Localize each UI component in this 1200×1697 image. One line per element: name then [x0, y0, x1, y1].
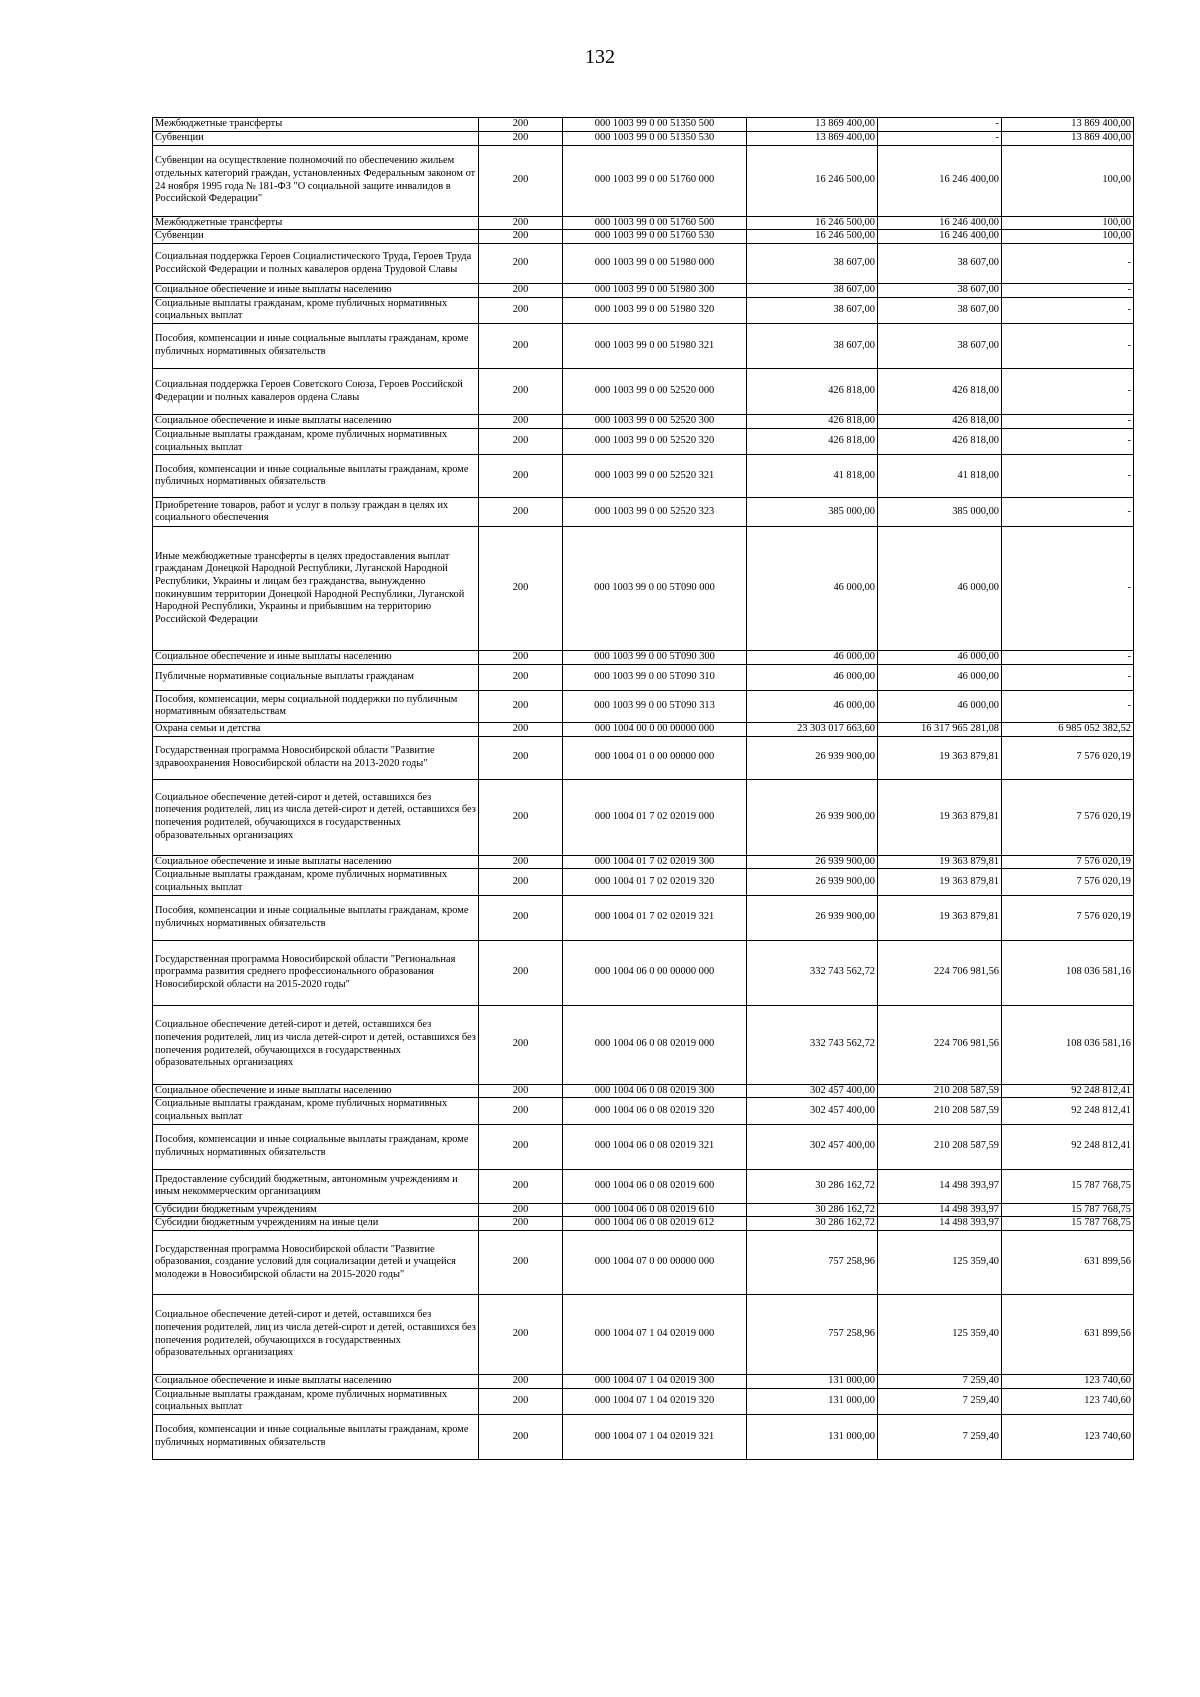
budget-classification-code-cell: 000 1003 99 0 00 52520 000	[563, 369, 747, 415]
budget-classification-code-cell: 000 1003 99 0 00 5Т090 310	[563, 664, 747, 690]
table-row	[153, 1124, 1134, 1169]
expense-name-cell: Субвенции	[153, 131, 479, 145]
executed-amount-cell: 46 000,00	[878, 651, 1002, 665]
unexecuted-amount-cell: -	[1002, 690, 1134, 722]
line-code-cell: 200	[479, 1203, 563, 1217]
table-row	[153, 1203, 1134, 1217]
unexecuted-amount-cell: -	[1002, 527, 1134, 651]
unexecuted-amount-cell: 7 576 020,19	[1002, 779, 1134, 855]
unexecuted-amount-cell: 15 787 768,75	[1002, 1217, 1134, 1231]
line-code-cell: 200	[479, 664, 563, 690]
approved-amount-cell: 16 246 500,00	[747, 216, 878, 230]
budget-classification-code-cell: 000 1004 07 0 00 00000 000	[563, 1231, 747, 1295]
budget-classification-code-cell: 000 1003 99 0 00 5Т090 000	[563, 527, 747, 651]
table-row	[153, 244, 1134, 284]
budget-classification-code-cell: 000 1004 07 1 04 02019 320	[563, 1388, 747, 1414]
line-code-cell: 200	[479, 722, 563, 736]
unexecuted-amount-cell: 631 899,56	[1002, 1231, 1134, 1295]
budget-classification-code-cell: 000 1004 07 1 04 02019 300	[563, 1375, 747, 1389]
table-row	[153, 1415, 1134, 1460]
table-row	[153, 869, 1134, 895]
line-code-cell: 200	[479, 131, 563, 145]
unexecuted-amount-cell: -	[1002, 284, 1134, 298]
page-number: 132	[585, 46, 615, 68]
unexecuted-amount-cell: 15 787 768,75	[1002, 1169, 1134, 1203]
line-code-cell: 200	[479, 1415, 563, 1460]
approved-amount-cell: 131 000,00	[747, 1375, 878, 1389]
expense-name-cell: Субвенции на осуществление полномочий по обеспечению жильем отдельных категорий граждан, установленных Федеральным законом от 24 ноября 1995 года № 181-ФЗ "О социальной защите инвалидов в Российской Федерации"	[153, 145, 479, 216]
unexecuted-amount-cell: 92 248 812,41	[1002, 1098, 1134, 1124]
budget-classification-code-cell: 000 1003 99 0 00 51760 000	[563, 145, 747, 216]
executed-amount-cell: 7 259,40	[878, 1415, 1002, 1460]
line-code-cell: 200	[479, 1098, 563, 1124]
unexecuted-amount-cell: 13 869 400,00	[1002, 118, 1134, 132]
table-row	[153, 369, 1134, 415]
executed-amount-cell: 210 208 587,59	[878, 1124, 1002, 1169]
approved-amount-cell: 46 000,00	[747, 651, 878, 665]
unexecuted-amount-cell: -	[1002, 244, 1134, 284]
unexecuted-amount-cell: 108 036 581,16	[1002, 940, 1134, 1005]
expense-name-cell: Субсидии бюджетным учреждениям на иные цели	[153, 1217, 479, 1231]
line-code-cell: 200	[479, 498, 563, 527]
line-code-cell: 200	[479, 1217, 563, 1231]
line-code-cell: 200	[479, 1388, 563, 1414]
expense-name-cell: Пособия, компенсации и иные социальные выплаты гражданам, кроме публичных нормативных обязательств	[153, 895, 479, 940]
line-code-cell: 200	[479, 216, 563, 230]
approved-amount-cell: 426 818,00	[747, 428, 878, 454]
table-row	[153, 1375, 1134, 1389]
budget-classification-code-cell: 000 1004 06 0 00 00000 000	[563, 940, 747, 1005]
unexecuted-amount-cell: 7 576 020,19	[1002, 895, 1134, 940]
executed-amount-cell: 7 259,40	[878, 1375, 1002, 1389]
table-row	[153, 527, 1134, 651]
unexecuted-amount-cell: -	[1002, 428, 1134, 454]
unexecuted-amount-cell: 123 740,60	[1002, 1415, 1134, 1460]
expense-name-cell: Пособия, компенсации и иные социальные выплаты гражданам, кроме публичных нормативных обязательств	[153, 1415, 479, 1460]
budget-classification-code-cell: 000 1004 07 1 04 02019 000	[563, 1295, 747, 1375]
expense-name-cell: Предоставление субсидий бюджетным, автономным учреждениям и иным некоммерческим организациям	[153, 1169, 479, 1203]
budget-classification-code-cell: 000 1003 99 0 00 51980 321	[563, 324, 747, 369]
approved-amount-cell: 26 939 900,00	[747, 869, 878, 895]
executed-amount-cell: 16 246 400,00	[878, 216, 1002, 230]
approved-amount-cell: 30 286 162,72	[747, 1169, 878, 1203]
table-row	[153, 230, 1134, 244]
approved-amount-cell: 131 000,00	[747, 1415, 878, 1460]
expense-name-cell: Социальное обеспечение и иные выплаты населению	[153, 855, 479, 869]
unexecuted-amount-cell: -	[1002, 651, 1134, 665]
budget-classification-code-cell: 000 1003 99 0 00 51760 530	[563, 230, 747, 244]
budget-classification-code-cell: 000 1003 99 0 00 5Т090 300	[563, 651, 747, 665]
line-code-cell: 200	[479, 1169, 563, 1203]
approved-amount-cell: 13 869 400,00	[747, 131, 878, 145]
table-row	[153, 428, 1134, 454]
unexecuted-amount-cell: -	[1002, 415, 1134, 429]
executed-amount-cell: 19 363 879,81	[878, 736, 1002, 779]
table-row	[153, 1217, 1134, 1231]
table-row	[153, 455, 1134, 498]
approved-amount-cell: 46 000,00	[747, 690, 878, 722]
executed-amount-cell: 38 607,00	[878, 297, 1002, 323]
approved-amount-cell: 30 286 162,72	[747, 1203, 878, 1217]
expense-name-cell: Субсидии бюджетным учреждениям	[153, 1203, 479, 1217]
approved-amount-cell: 26 939 900,00	[747, 855, 878, 869]
unexecuted-amount-cell: -	[1002, 455, 1134, 498]
expense-name-cell: Социальная поддержка Героев Советского Союза, Героев Российской Федерации и полных кавалеров ордена Славы	[153, 369, 479, 415]
budget-classification-code-cell: 000 1004 06 0 08 02019 612	[563, 1217, 747, 1231]
unexecuted-amount-cell: 100,00	[1002, 216, 1134, 230]
executed-amount-cell: 16 246 400,00	[878, 230, 1002, 244]
budget-classification-code-cell: 000 1004 06 0 08 02019 610	[563, 1203, 747, 1217]
executed-amount-cell: 38 607,00	[878, 284, 1002, 298]
table-row	[153, 940, 1134, 1005]
executed-amount-cell: -	[878, 131, 1002, 145]
executed-amount-cell: 19 363 879,81	[878, 895, 1002, 940]
line-code-cell: 200	[479, 369, 563, 415]
executed-amount-cell: 41 818,00	[878, 455, 1002, 498]
line-code-cell: 200	[479, 527, 563, 651]
budget-classification-code-cell: 000 1004 07 1 04 02019 321	[563, 1415, 747, 1460]
expense-name-cell: Публичные нормативные социальные выплаты гражданам	[153, 664, 479, 690]
executed-amount-cell: 38 607,00	[878, 244, 1002, 284]
approved-amount-cell: 38 607,00	[747, 284, 878, 298]
line-code-cell: 200	[479, 1124, 563, 1169]
approved-amount-cell: 16 246 500,00	[747, 230, 878, 244]
budget-classification-code-cell: 000 1004 01 7 02 02019 320	[563, 869, 747, 895]
table-row	[153, 1388, 1134, 1414]
budget-classification-code-cell: 000 1004 01 7 02 02019 321	[563, 895, 747, 940]
expense-name-cell: Государственная программа Новосибирской области "Региональная программа развития среднего профессионального образования Новосибирской области на 2015-2020 годы"	[153, 940, 479, 1005]
unexecuted-amount-cell: 7 576 020,19	[1002, 869, 1134, 895]
executed-amount-cell: 46 000,00	[878, 664, 1002, 690]
expense-name-cell: Иные межбюджетные трансферты в целях предоставления выплат гражданам Донецкой Народной Республики, Луганской Народной Республики, Украины и лицам без гражданства, вынужденно покинувшим территории Донецкой Народной Республики, Луганской Народной Республики, Украины и прибывшим на территорию Российской Федерации	[153, 527, 479, 651]
budget-classification-code-cell: 000 1004 01 7 02 02019 000	[563, 779, 747, 855]
table-row	[153, 216, 1134, 230]
approved-amount-cell: 16 246 500,00	[747, 145, 878, 216]
line-code-cell: 200	[479, 1295, 563, 1375]
line-code-cell: 200	[479, 455, 563, 498]
expense-name-cell: Государственная программа Новосибирской области "Развитие образования, создание условий для социализации детей и учащейся молодежи в Новосибирской области на 2015-2020 годы"	[153, 1231, 479, 1295]
table-row	[153, 1231, 1134, 1295]
line-code-cell: 200	[479, 415, 563, 429]
line-code-cell: 200	[479, 690, 563, 722]
table-row	[153, 855, 1134, 869]
expense-name-cell: Пособия, компенсации и иные социальные выплаты гражданам, кроме публичных нормативных обязательств	[153, 1124, 479, 1169]
budget-classification-code-cell: 000 1003 99 0 00 51980 300	[563, 284, 747, 298]
unexecuted-amount-cell: 631 899,56	[1002, 1295, 1134, 1375]
budget-classification-code-cell: 000 1003 99 0 00 52520 321	[563, 455, 747, 498]
unexecuted-amount-cell: 123 740,60	[1002, 1375, 1134, 1389]
table-row	[153, 736, 1134, 779]
approved-amount-cell: 38 607,00	[747, 244, 878, 284]
executed-amount-cell: 16 317 965 281,08	[878, 722, 1002, 736]
expense-name-cell: Приобретение товаров, работ и услуг в пользу граждан в целях их социального обеспечения	[153, 498, 479, 527]
expense-name-cell: Социальное обеспечение и иные выплаты населению	[153, 415, 479, 429]
line-code-cell: 200	[479, 736, 563, 779]
table-row	[153, 664, 1134, 690]
executed-amount-cell: 19 363 879,81	[878, 855, 1002, 869]
table-row	[153, 1169, 1134, 1203]
expense-name-cell: Субвенции	[153, 230, 479, 244]
line-code-cell: 200	[479, 118, 563, 132]
unexecuted-amount-cell: 13 869 400,00	[1002, 131, 1134, 145]
table-row	[153, 651, 1134, 665]
executed-amount-cell: 38 607,00	[878, 324, 1002, 369]
approved-amount-cell: 332 743 562,72	[747, 1005, 878, 1084]
executed-amount-cell: 19 363 879,81	[878, 779, 1002, 855]
table-row	[153, 498, 1134, 527]
budget-classification-code-cell: 000 1003 99 0 00 51980 320	[563, 297, 747, 323]
expense-name-cell: Социальное обеспечение и иные выплаты населению	[153, 651, 479, 665]
budget-table-body	[153, 118, 1134, 1460]
unexecuted-amount-cell: 6 985 052 382,52	[1002, 722, 1134, 736]
approved-amount-cell: 426 818,00	[747, 369, 878, 415]
line-code-cell: 200	[479, 244, 563, 284]
line-code-cell: 200	[479, 284, 563, 298]
line-code-cell: 200	[479, 940, 563, 1005]
unexecuted-amount-cell: 7 576 020,19	[1002, 736, 1134, 779]
line-code-cell: 200	[479, 324, 563, 369]
executed-amount-cell: 125 359,40	[878, 1295, 1002, 1375]
unexecuted-amount-cell: 92 248 812,41	[1002, 1124, 1134, 1169]
approved-amount-cell: 302 457 400,00	[747, 1084, 878, 1098]
unexecuted-amount-cell: -	[1002, 664, 1134, 690]
executed-amount-cell: 210 208 587,59	[878, 1098, 1002, 1124]
approved-amount-cell: 26 939 900,00	[747, 736, 878, 779]
unexecuted-amount-cell: -	[1002, 297, 1134, 323]
budget-classification-code-cell: 000 1004 06 0 08 02019 320	[563, 1098, 747, 1124]
unexecuted-amount-cell: 100,00	[1002, 145, 1134, 216]
line-code-cell: 200	[479, 869, 563, 895]
executed-amount-cell: 224 706 981,56	[878, 1005, 1002, 1084]
table-row	[153, 324, 1134, 369]
expense-name-cell: Охрана семьи и детства	[153, 722, 479, 736]
unexecuted-amount-cell: 108 036 581,16	[1002, 1005, 1134, 1084]
approved-amount-cell: 23 303 017 663,60	[747, 722, 878, 736]
executed-amount-cell: 14 498 393,97	[878, 1169, 1002, 1203]
expense-name-cell: Межбюджетные трансферты	[153, 118, 479, 132]
approved-amount-cell: 46 000,00	[747, 664, 878, 690]
budget-classification-code-cell: 000 1004 06 0 08 02019 000	[563, 1005, 747, 1084]
executed-amount-cell: 19 363 879,81	[878, 869, 1002, 895]
executed-amount-cell: 14 498 393,97	[878, 1203, 1002, 1217]
executed-amount-cell: 16 246 400,00	[878, 145, 1002, 216]
budget-classification-code-cell: 000 1004 06 0 08 02019 321	[563, 1124, 747, 1169]
line-code-cell: 200	[479, 428, 563, 454]
expense-name-cell: Пособия, компенсации и иные социальные выплаты гражданам, кроме публичных нормативных обязательств	[153, 324, 479, 369]
budget-execution-table	[152, 117, 1134, 1460]
approved-amount-cell: 26 939 900,00	[747, 895, 878, 940]
executed-amount-cell: 7 259,40	[878, 1388, 1002, 1414]
approved-amount-cell: 30 286 162,72	[747, 1217, 878, 1231]
executed-amount-cell: 46 000,00	[878, 527, 1002, 651]
approved-amount-cell: 302 457 400,00	[747, 1124, 878, 1169]
expense-name-cell: Социальное обеспечение и иные выплаты населению	[153, 1084, 479, 1098]
line-code-cell: 200	[479, 1084, 563, 1098]
budget-classification-code-cell: 000 1004 06 0 08 02019 600	[563, 1169, 747, 1203]
budget-classification-code-cell: 000 1003 99 0 00 5Т090 313	[563, 690, 747, 722]
line-code-cell: 200	[479, 1231, 563, 1295]
unexecuted-amount-cell: 92 248 812,41	[1002, 1084, 1134, 1098]
table-row	[153, 1098, 1134, 1124]
expense-name-cell: Социальное обеспечение и иные выплаты населению	[153, 284, 479, 298]
executed-amount-cell: 224 706 981,56	[878, 940, 1002, 1005]
budget-classification-code-cell: 000 1003 99 0 00 52520 320	[563, 428, 747, 454]
table-row	[153, 722, 1134, 736]
executed-amount-cell: 426 818,00	[878, 369, 1002, 415]
executed-amount-cell: 210 208 587,59	[878, 1084, 1002, 1098]
table-row	[153, 415, 1134, 429]
approved-amount-cell: 13 869 400,00	[747, 118, 878, 132]
line-code-cell: 200	[479, 297, 563, 323]
expense-name-cell: Межбюджетные трансферты	[153, 216, 479, 230]
table-row	[153, 1295, 1134, 1375]
expense-name-cell: Пособия, компенсации и иные социальные выплаты гражданам, кроме публичных нормативных обязательств	[153, 455, 479, 498]
approved-amount-cell: 757 258,96	[747, 1231, 878, 1295]
executed-amount-cell: 385 000,00	[878, 498, 1002, 527]
approved-amount-cell: 426 818,00	[747, 415, 878, 429]
executed-amount-cell: 46 000,00	[878, 690, 1002, 722]
approved-amount-cell: 38 607,00	[747, 324, 878, 369]
table-row	[153, 118, 1134, 132]
expense-name-cell: Социальное обеспечение детей-сирот и детей, оставшихся без попечения родителей, лиц из числа детей-сирот и детей, оставшихся без попечения родителей, обучающихся в государственных образовательных организациях	[153, 779, 479, 855]
line-code-cell: 200	[479, 779, 563, 855]
unexecuted-amount-cell: -	[1002, 324, 1134, 369]
line-code-cell: 200	[479, 1005, 563, 1084]
approved-amount-cell: 26 939 900,00	[747, 779, 878, 855]
expense-name-cell: Социальные выплаты гражданам, кроме публичных нормативных социальных выплат	[153, 1098, 479, 1124]
budget-classification-code-cell: 000 1004 01 7 02 02019 300	[563, 855, 747, 869]
budget-classification-code-cell: 000 1003 99 0 00 51350 500	[563, 118, 747, 132]
budget-classification-code-cell: 000 1003 99 0 00 52520 323	[563, 498, 747, 527]
approved-amount-cell: 38 607,00	[747, 297, 878, 323]
unexecuted-amount-cell: 123 740,60	[1002, 1388, 1134, 1414]
table-row	[153, 690, 1134, 722]
expense-name-cell: Социальное обеспечение детей-сирот и детей, оставшихся без попечения родителей, лиц из числа детей-сирот и детей, оставшихся без попечения родителей, обучающихся в государственных образовательных организациях	[153, 1295, 479, 1375]
line-code-cell: 200	[479, 855, 563, 869]
budget-classification-code-cell: 000 1004 00 0 00 00000 000	[563, 722, 747, 736]
expense-name-cell: Социальное обеспечение детей-сирот и детей, оставшихся без попечения родителей, лиц из числа детей-сирот и детей, оставшихся без попечения родителей, обучающихся в государственных образовательных организациях	[153, 1005, 479, 1084]
line-code-cell: 200	[479, 1375, 563, 1389]
table-row	[153, 145, 1134, 216]
approved-amount-cell: 131 000,00	[747, 1388, 878, 1414]
approved-amount-cell: 302 457 400,00	[747, 1098, 878, 1124]
budget-classification-code-cell: 000 1003 99 0 00 51350 530	[563, 131, 747, 145]
expense-name-cell: Государственная программа Новосибирской области "Развитие здравоохранения Новосибирской области на 2013-2020 годы"	[153, 736, 479, 779]
budget-classification-code-cell: 000 1004 06 0 08 02019 300	[563, 1084, 747, 1098]
unexecuted-amount-cell: -	[1002, 498, 1134, 527]
executed-amount-cell: 14 498 393,97	[878, 1217, 1002, 1231]
unexecuted-amount-cell: 7 576 020,19	[1002, 855, 1134, 869]
line-code-cell: 200	[479, 145, 563, 216]
table-row	[153, 779, 1134, 855]
table-row	[153, 895, 1134, 940]
table-row	[153, 297, 1134, 323]
budget-classification-code-cell: 000 1004 01 0 00 00000 000	[563, 736, 747, 779]
line-code-cell: 200	[479, 895, 563, 940]
executed-amount-cell: 426 818,00	[878, 428, 1002, 454]
budget-classification-code-cell: 000 1003 99 0 00 51980 000	[563, 244, 747, 284]
table-row	[153, 131, 1134, 145]
table-row	[153, 284, 1134, 298]
expense-name-cell: Социальные выплаты гражданам, кроме публичных нормативных социальных выплат	[153, 297, 479, 323]
unexecuted-amount-cell: 100,00	[1002, 230, 1134, 244]
unexecuted-amount-cell: 15 787 768,75	[1002, 1203, 1134, 1217]
table-row	[153, 1005, 1134, 1084]
line-code-cell: 200	[479, 230, 563, 244]
expense-name-cell: Пособия, компенсации, меры социальной поддержки по публичным нормативным обязательствам	[153, 690, 479, 722]
executed-amount-cell: 125 359,40	[878, 1231, 1002, 1295]
approved-amount-cell: 332 743 562,72	[747, 940, 878, 1005]
budget-classification-code-cell: 000 1003 99 0 00 52520 300	[563, 415, 747, 429]
expense-name-cell: Социальные выплаты гражданам, кроме публичных нормативных социальных выплат	[153, 428, 479, 454]
approved-amount-cell: 385 000,00	[747, 498, 878, 527]
budget-classification-code-cell: 000 1003 99 0 00 51760 500	[563, 216, 747, 230]
line-code-cell: 200	[479, 651, 563, 665]
approved-amount-cell: 41 818,00	[747, 455, 878, 498]
unexecuted-amount-cell: -	[1002, 369, 1134, 415]
approved-amount-cell: 46 000,00	[747, 527, 878, 651]
expense-name-cell: Социальные выплаты гражданам, кроме публичных нормативных социальных выплат	[153, 869, 479, 895]
table-row	[153, 1084, 1134, 1098]
expense-name-cell: Социальная поддержка Героев Социалистического Труда, Героев Труда Российской Федерации и полных кавалеров ордена Трудовой Славы	[153, 244, 479, 284]
expense-name-cell: Социальные выплаты гражданам, кроме публичных нормативных социальных выплат	[153, 1388, 479, 1414]
executed-amount-cell: -	[878, 118, 1002, 132]
expense-name-cell: Социальное обеспечение и иные выплаты населению	[153, 1375, 479, 1389]
executed-amount-cell: 426 818,00	[878, 415, 1002, 429]
approved-amount-cell: 757 258,96	[747, 1295, 878, 1375]
